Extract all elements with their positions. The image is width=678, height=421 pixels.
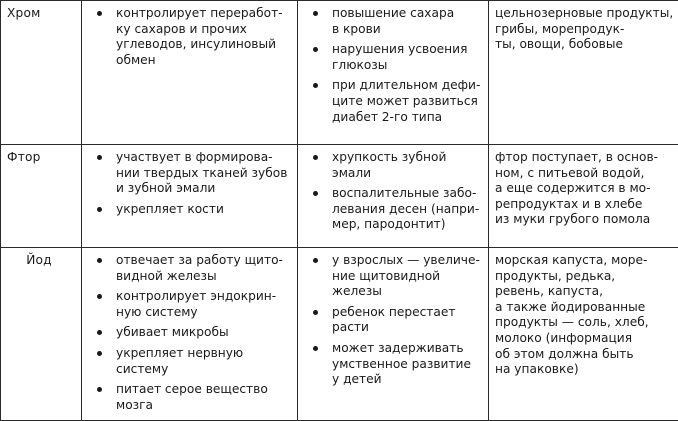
list-item [88,382,293,413]
deficiency-list [304,253,484,388]
list-item-text: повышение сахара в крови [332,6,484,37]
list-item [88,346,293,377]
deficiency-list [304,6,484,125]
list-item [88,253,293,284]
sources-cell [489,1,678,145]
list-item [304,150,484,181]
sources-text: цельнозерновые продукты, грибы, морепродук- ты, овощи, бобовые [495,6,674,53]
element-name: Фтор [7,150,41,164]
deficiency-cell [298,1,489,145]
list-item [304,42,484,73]
sources-cell [489,145,678,248]
sources-cell [489,248,678,421]
list-item [304,253,484,300]
functions-cell [82,145,298,248]
sources-text: фтор поступает, в основ- ном, с питьевой водой, а еще содержится в мо- репродуктах и в хлебе из муки грубого помола [495,150,674,228]
element-name-cell [1,248,82,421]
list-item [304,305,484,336]
functions-cell [82,1,298,145]
table-row [1,1,678,145]
list-item [304,78,484,125]
list-item-text: убивает микробы [116,325,293,341]
list-item [88,289,293,320]
list-item-text: у взрослых — увеличе- ние щитовидной железы [332,253,484,300]
list-item-text: хрупкость зубной эмали [332,150,484,181]
list-item [304,341,484,388]
list-item-text: при длительном дефи- ците может развиться диабет 2-го типа [332,78,484,125]
sources-text: морская капуста, море- продукты, редька, ревень, капуста, а также йодированные продукты — соль, хлеб, молоко (информация об этом должна быть на упаковке) [495,253,674,378]
list-item [304,6,484,37]
list-item-text: воспалительные забо- левания десен (напри- мер, пародонтит) [332,186,484,233]
table-row [1,145,678,248]
list-item-text: нарушения усвоения глюкозы [332,42,484,73]
functions-list [88,6,293,68]
list-item-text: может задерживать умственное развитие у детей [332,341,484,388]
list-item-text: участвует в формирова- нии твердых тканей зубов и зубной эмали [116,150,293,197]
list-item-text: укрепляет нервную систему [116,346,293,377]
list-item-text: контролирует эндокрин- ную систему [116,289,293,320]
list-item [88,6,293,68]
deficiency-cell [298,248,489,421]
element-name: Йод [26,253,52,267]
list-item-text: ребенок перестает расти [332,305,484,336]
list-item-text: укрепляет кости [116,202,293,218]
list-item-text: отвечает за работу щито- видной железы [116,253,293,284]
table-row [1,248,678,421]
functions-cell [82,248,298,421]
list-item [88,150,293,197]
functions-list [88,253,293,413]
deficiency-cell [298,145,489,248]
element-name-cell [1,145,82,248]
list-item [88,325,293,341]
deficiency-list [304,150,484,233]
functions-list [88,150,293,217]
element-name: Хром [7,6,41,20]
element-name-cell [1,1,82,145]
list-item [88,202,293,218]
list-item-text: контролирует переработ- ку сахаров и прочих углеводов, инсулиновый обмен [116,6,293,68]
list-item-text: питает серое вещество мозга [116,382,293,413]
list-item [304,186,484,233]
